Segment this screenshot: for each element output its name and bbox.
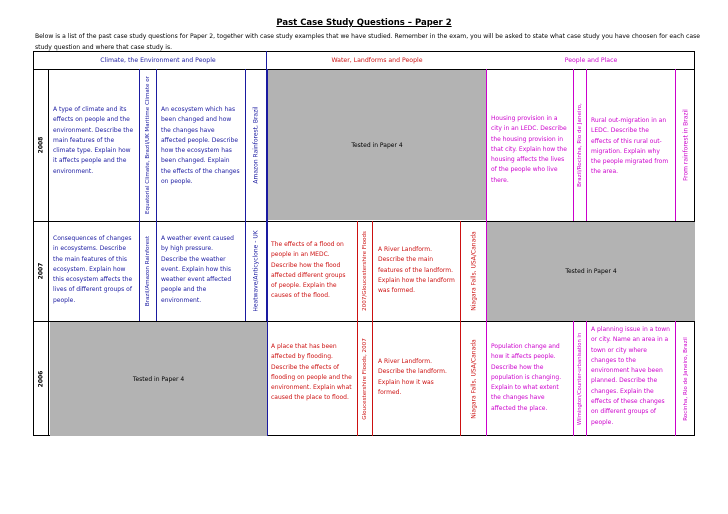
example-2007-weather: Heatwave/Anticyclone - UK bbox=[245, 221, 267, 321]
example-2006-population: Wilmington/Counter-urbanisation in bbox=[573, 321, 587, 436]
example-2007-landform: Niagara Falls, USA/Canada bbox=[460, 221, 486, 321]
tested-2006-climate: Tested in Paper 4 bbox=[50, 322, 267, 436]
example-2008-ecosystem: Amazon Rainforest, Brazil bbox=[245, 69, 267, 221]
header-climate: Climate, the Environment and People bbox=[100, 57, 216, 64]
question-2007-flood: The effects of a flood on people in an MEDC. Describe how the flood affected different groups of people. Explain the causes of the flood. bbox=[271, 241, 346, 300]
example-2008-housing: Brazil/Rocinha, Rio de Janeiro, bbox=[573, 69, 587, 221]
example-2008-migration: From rainforest in Brazil bbox=[675, 69, 695, 221]
page-title: Past Case Study Questions – Paper 2 bbox=[276, 18, 452, 28]
question-2007-weather: A weather event caused by high pressure. Describe the weather event. Explain how this weather event affected people and the environment. bbox=[161, 235, 234, 304]
example-2006-landform: Niagara Falls, USA/Canada bbox=[460, 321, 486, 436]
question-2007-landform: A River Landform. Describe the main features of the landform. Explain how the landform was formed. bbox=[378, 246, 455, 295]
year-label-2006: 2006 bbox=[37, 370, 45, 387]
header-water: Water, Landforms and People bbox=[331, 57, 423, 64]
example-2007-ecosystem: Brazil/Amazon Rainforest bbox=[139, 221, 157, 321]
example-2008-climate: Equatorial Climate, Brazil/UK Maritime Climate or bbox=[139, 69, 157, 221]
example-2006-planning: Rocinha, Rio de Janeiro, Brazil bbox=[675, 321, 695, 436]
tested-2007-people: Tested in Paper 4 bbox=[487, 222, 695, 321]
header-people: People and Place bbox=[564, 57, 618, 64]
intro-text: Below is a list of the past case study questions for Paper 2, together with case study examples that we have studied. Remember in the exam, you will be asked to state what case study you have choosen for each case study question and where that case study is. bbox=[35, 33, 701, 51]
question-2008-climate: A type of climate and its effects on people and the environment. Describe the main features of the climate type. Explain how it affects people and the environment. bbox=[53, 106, 134, 175]
question-2006-landform: A River Landform. Describe the landform. Explain how it was formed. bbox=[378, 358, 447, 396]
question-2008-housing: Housing provision in a city in an LEDC. Describe the housing provision in that city. Explain how the housing affects the lives of the people who live there. bbox=[491, 115, 567, 184]
question-2006-flooding: A place that has been affected by flooding. Describe the effects of flooding on people and the environment. Explain what caused the place to flood. bbox=[271, 343, 352, 402]
question-2008-ecosystem: An ecosystem which has been changed and how the changes have affected people. Describe how the ecosystem has been changed. Explain the effects of the changes on people. bbox=[161, 106, 240, 186]
question-2008-migration: Rural out-migration in an LEDC. Describe the effects of this rural out-migration. Explain why the people migrated from the area. bbox=[591, 117, 669, 176]
year-label-2008: 2008 bbox=[37, 136, 45, 154]
question-2006-population: Population change and how it affects people. Describe how the population is changing. Explain to what extent the changes have affected the place. bbox=[491, 343, 562, 412]
tested-2008-water: Tested in Paper 4 bbox=[268, 70, 486, 220]
question-2007-ecosystem: Consequences of changes in ecosystems. Describe the main features of this ecosystem. Explain how this ecosystem affects the lives of different groups of people. bbox=[53, 235, 133, 304]
example-2006-flooding: Gloucestershire Floods, 2007 bbox=[357, 321, 373, 436]
year-label-2007: 2007 bbox=[37, 262, 45, 280]
example-2007-flood: 2007/Gloucestershire Floods bbox=[357, 221, 373, 321]
question-2006-planning: A planning issue in a town or city. Name an area in a town or city where changes to the environment have been planned. Describe the changes. Explain the effects of these changes on different groups of people. bbox=[591, 326, 670, 426]
